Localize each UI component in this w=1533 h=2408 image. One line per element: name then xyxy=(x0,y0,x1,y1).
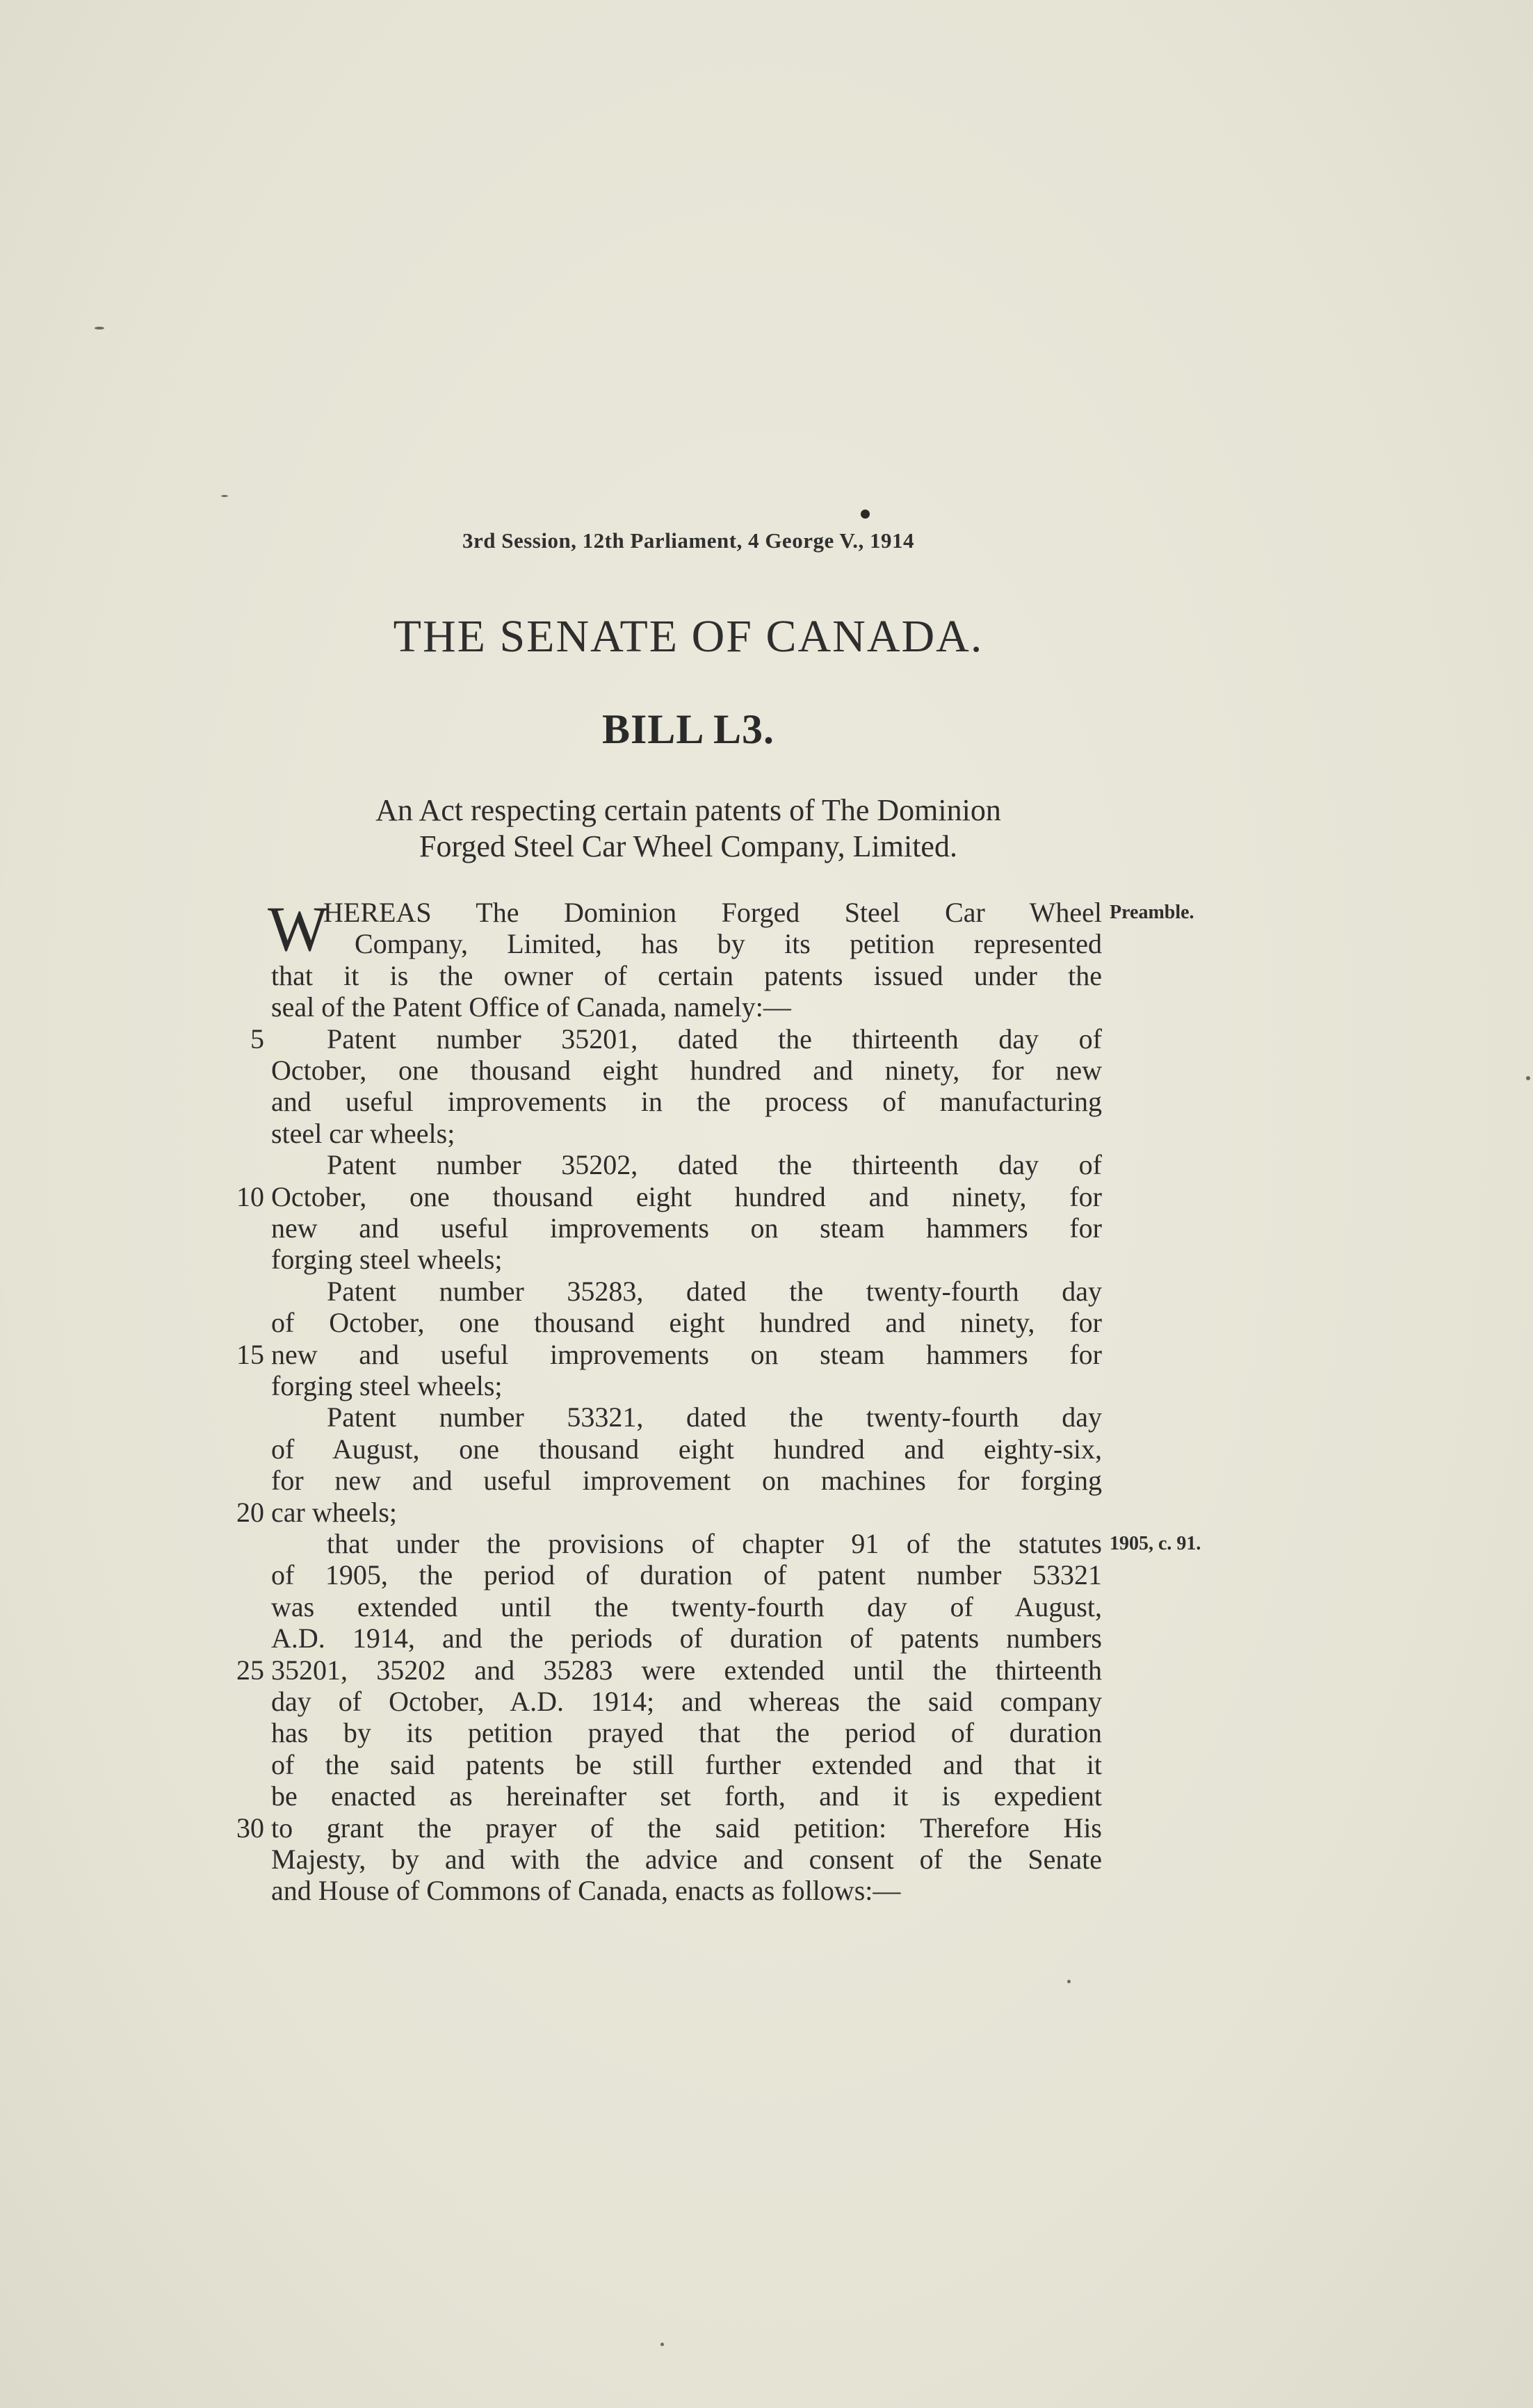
body-line: has by its petition prayed that the period of duration xyxy=(271,1717,1102,1749)
body-line: to grant the prayer of the said petition: Therefore His xyxy=(271,1812,1102,1844)
body-line: October, one thousand eight hundred and ninety, for xyxy=(271,1180,1102,1212)
line-number: 15 xyxy=(236,1338,264,1370)
bullet-mark xyxy=(861,510,870,519)
bill-number: BILL L3. xyxy=(601,706,775,752)
body-line: be enacted as hereinafter set forth, and it is expedient xyxy=(271,1780,1102,1812)
line-number: 25 xyxy=(236,1654,264,1686)
paper-speck xyxy=(1067,1980,1071,1983)
body-line: car wheels; xyxy=(271,1496,398,1528)
body-line: of the said patents be still further extended and that it xyxy=(271,1748,1102,1780)
paper-speck xyxy=(221,495,228,497)
body-line: was extended until the twenty-fourth day of August, xyxy=(271,1591,1102,1622)
paper-speck xyxy=(660,2343,664,2346)
act-title xyxy=(0,792,1377,865)
body-line: of August, one thousand eight hundred and eighty-six, xyxy=(271,1433,1102,1465)
drop-cap: W xyxy=(268,893,328,964)
paper-speck xyxy=(1526,1076,1530,1080)
body-line: seal of the Patent Office of Canada, namely:— xyxy=(271,991,791,1023)
line-number: 20 xyxy=(236,1496,264,1528)
body-line: 35201, 35202 and 35283 were extended until the thirteenth xyxy=(271,1654,1102,1686)
act-title-line: Forged Steel Car Wheel Company, Limited. xyxy=(419,829,957,863)
body-line: that under the provisions of chapter 91 of the statutes xyxy=(327,1528,1102,1559)
body-line: for new and useful improvement on machines for forging xyxy=(271,1465,1102,1497)
body-line: of October, one thousand eight hundred and ninety, for xyxy=(271,1307,1102,1339)
session-line: 3rd Session, 12th Parliament, 4 George V., 1914 xyxy=(462,528,915,553)
body-line: and House of Commons of Canada, enacts as follows:— xyxy=(271,1875,901,1907)
body-line: Majesty, by and with the advice and consent of the Senate xyxy=(271,1844,1102,1875)
senate-title: THE SENATE OF CANADA. xyxy=(393,611,984,662)
body-line: forging steel wheels; xyxy=(271,1370,503,1401)
line-number: 10 xyxy=(236,1180,264,1212)
body-line: Company, Limited, has by its petition represented xyxy=(355,928,1102,960)
body-line: October, one thousand eight hundred and ninety, for new xyxy=(271,1055,1102,1086)
body-line: day of October, A.D. 1914; and whereas the said company xyxy=(271,1686,1102,1717)
body-line: HEREAS The Dominion Forged Steel Car Wheel xyxy=(323,897,1102,928)
paper-speck xyxy=(95,327,104,330)
body-line: Patent number 35201, dated the thirteenth day of xyxy=(327,1023,1102,1055)
body-line: and useful improvements in the process of manufacturing xyxy=(271,1086,1102,1118)
margin-note-statute: 1905, c. 91. xyxy=(1110,1533,1201,1554)
body-line: A.D. 1914, and the periods of duration of patents numbers xyxy=(271,1622,1102,1654)
body-line: of 1905, the period of duration of patent number 53321 xyxy=(271,1559,1102,1591)
line-number: 30 xyxy=(236,1812,264,1844)
act-title-line: An Act respecting certain patents of The Dominion xyxy=(375,793,1001,827)
body-line: new and useful improvements on steam hammers for xyxy=(271,1338,1102,1370)
body-line: steel car wheels; xyxy=(271,1117,455,1149)
line-number: 5 xyxy=(250,1023,264,1055)
body-line: forging steel wheels; xyxy=(271,1244,503,1276)
margin-note-preamble: Preamble. xyxy=(1110,902,1194,923)
body-line: Patent number 53321, dated the twenty-fourth day xyxy=(327,1401,1102,1433)
body-line: that it is the owner of certain patents issued under the xyxy=(271,959,1102,991)
body-line: Patent number 35283, dated the twenty-fourth day xyxy=(327,1275,1102,1307)
body-line: Patent number 35202, dated the thirteenth day of xyxy=(327,1149,1102,1181)
body-line: new and useful improvements on steam hammers for xyxy=(271,1212,1102,1244)
